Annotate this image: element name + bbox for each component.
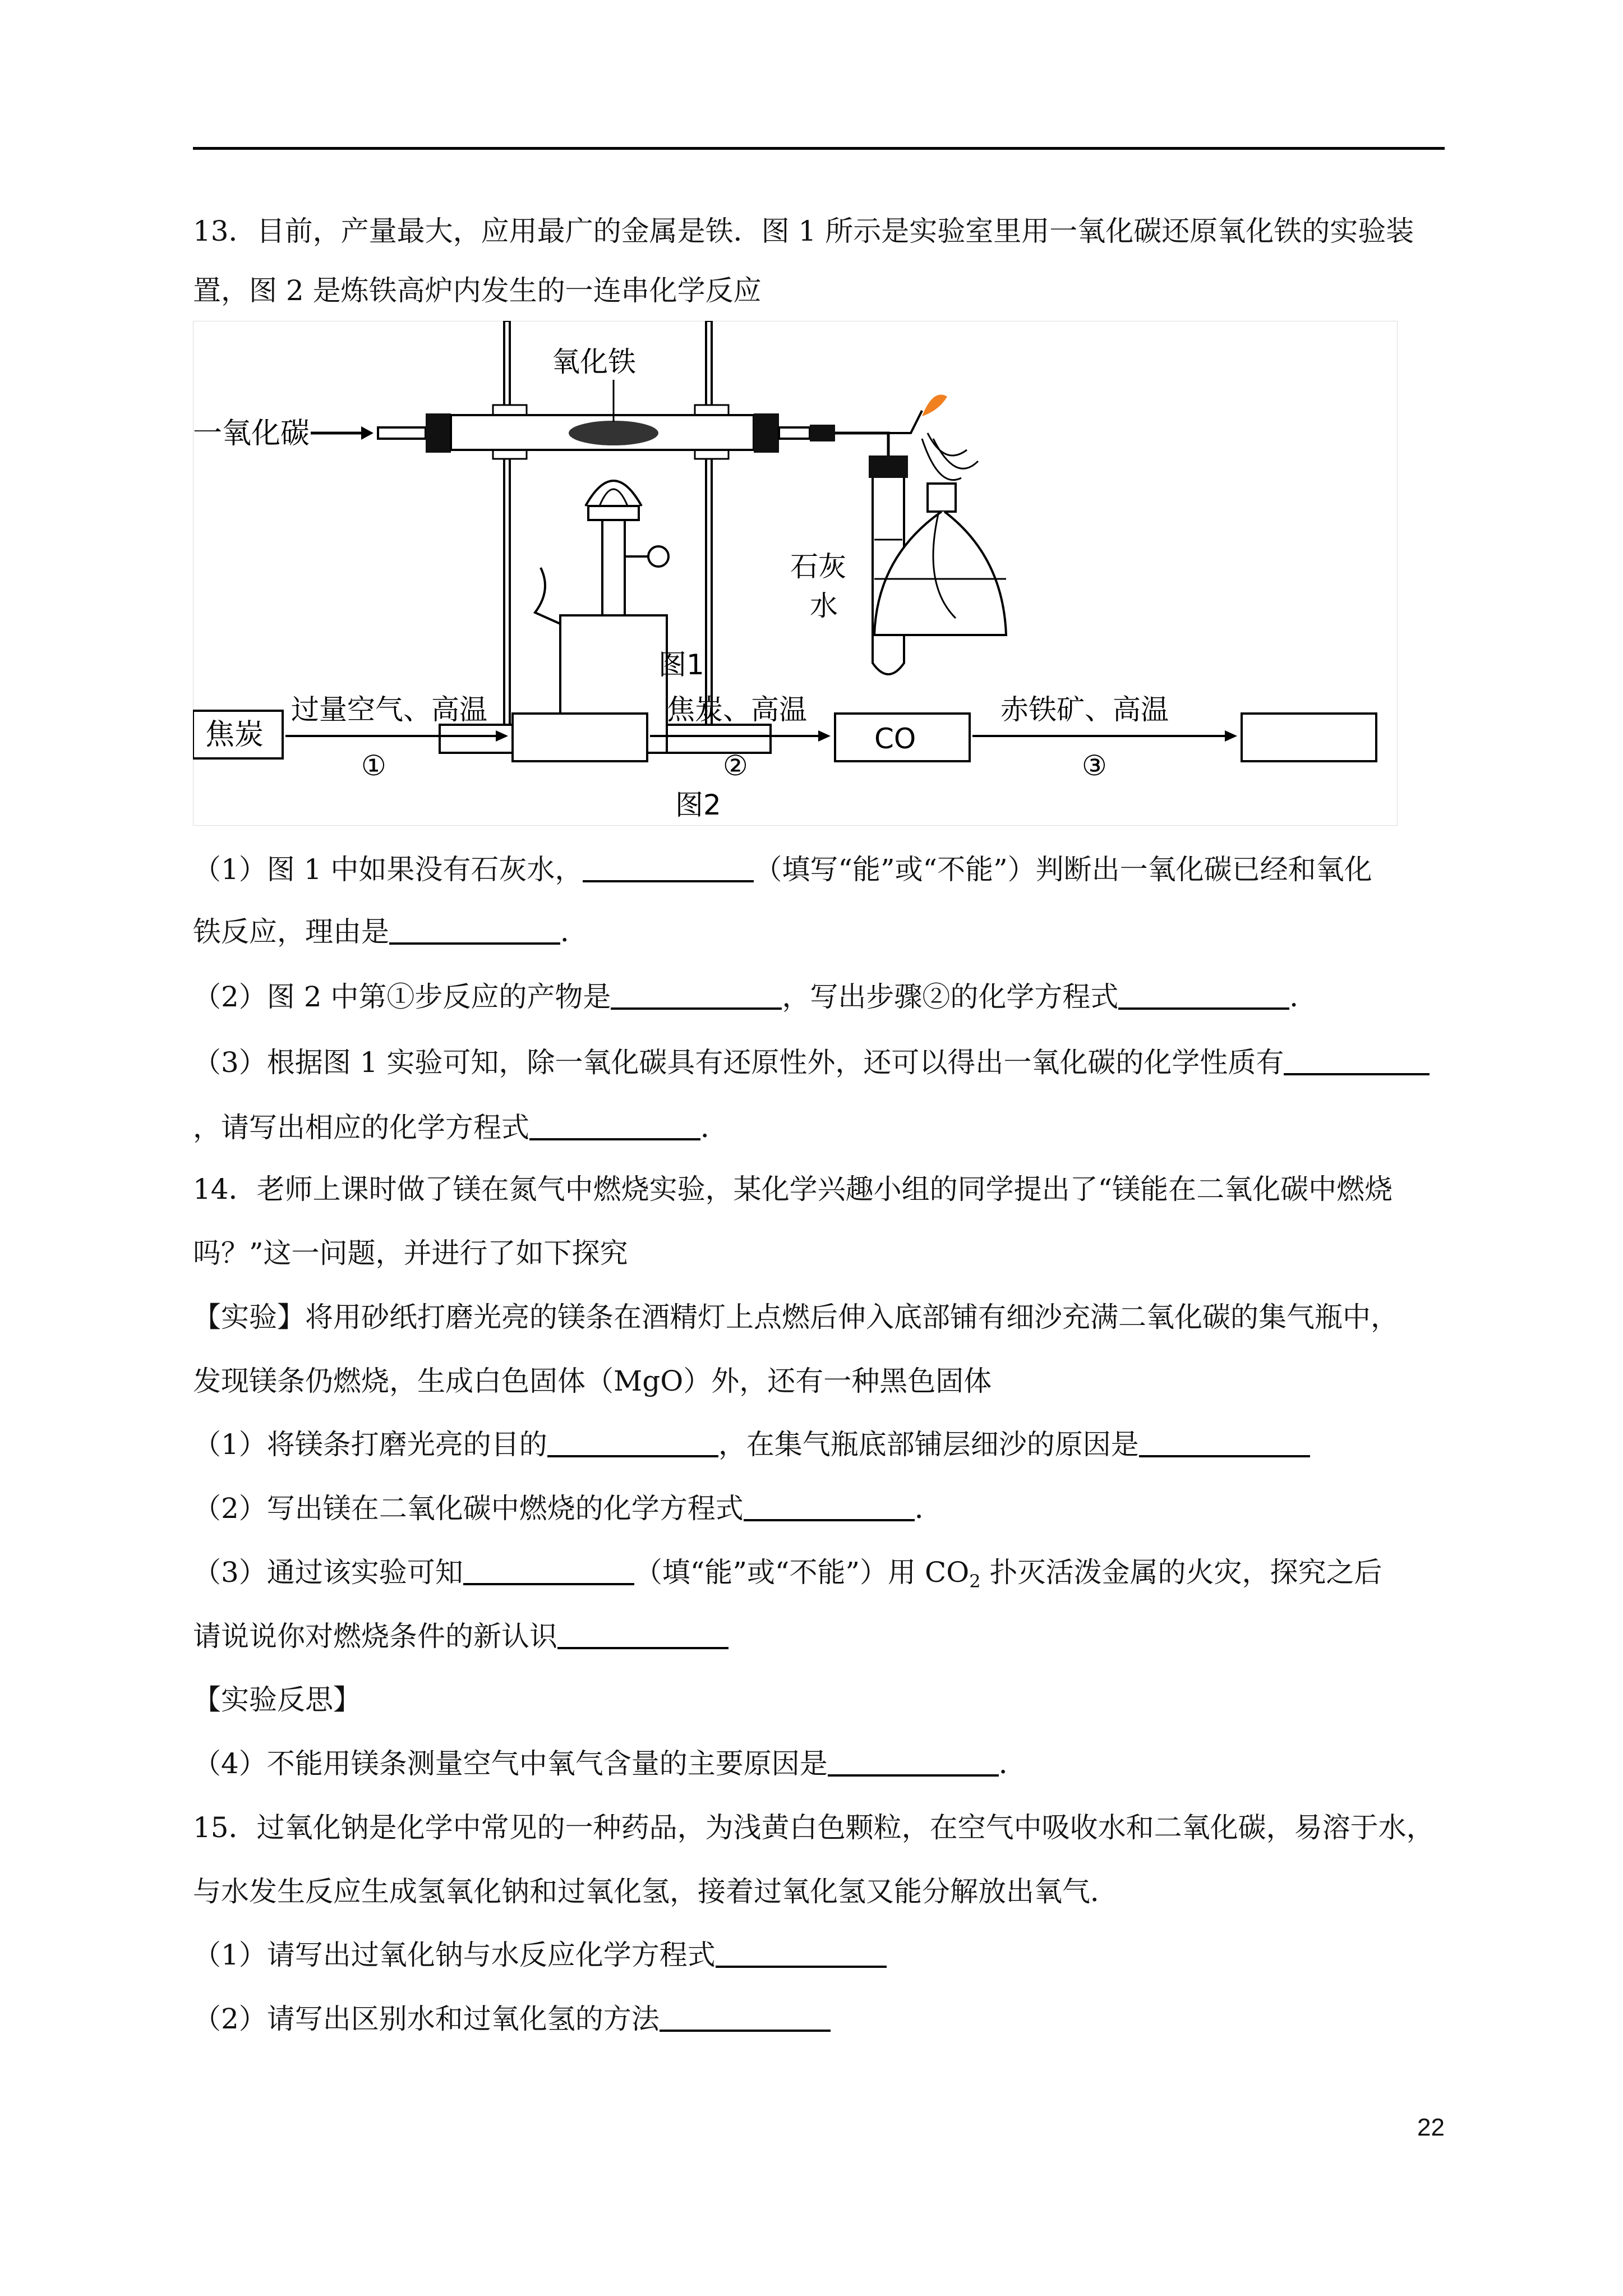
answer-blank[interactable] xyxy=(557,1621,728,1649)
left-stopper xyxy=(426,413,451,453)
q14-part2: （2）写出镁在二氧化碳中燃烧的化学方程式 ． xyxy=(193,1492,943,1525)
iron-oxide-label: 氧化铁 xyxy=(552,346,636,378)
q13-part1-line1: （1）图 1 中如果没有石灰水， （填写“能”或“不能”）判断出一氧化碳已经和氧化 xyxy=(193,853,1372,886)
answer-blank[interactable] xyxy=(660,2004,831,2032)
q14-part1: （1）将镁条打磨光亮的目的 ，在集气瓶底部铺层细沙的原因是 xyxy=(193,1428,1310,1461)
q14-part3-line2: 请说说你对燃烧条件的新认识 xyxy=(193,1619,728,1653)
q14-part4: （4）不能用镁条测量空气中氧气含量的主要原因是 ． xyxy=(193,1747,1027,1780)
q15-line1: 15．过氧化钠是化学中常见的一种药品，为浅黄白色颗粒，在空气中吸收水和二氧化碳，易溶于水， xyxy=(193,1811,1435,1844)
q13-part3-line2: ，请写出相应的化学方程式 ． xyxy=(193,1111,728,1144)
right-stand-base xyxy=(658,725,771,753)
page-number: 22 xyxy=(1417,2114,1445,2141)
q13-part3-line1: （3）根据图 1 实验可知，除一氧化碳具有还原性外，还可以得出一氧化碳的化学性质有 xyxy=(193,1046,1430,1079)
figure1-caption: 图1 xyxy=(658,648,704,681)
q14-experiment-line1: 【实验】将用砂纸打磨光亮的镁条在酒精灯上点燃后伸入底部铺有细沙充满二氧化碳的集气瓶中， xyxy=(193,1301,1399,1333)
answer-blank[interactable] xyxy=(529,1112,700,1140)
experiment-figure xyxy=(193,321,1398,826)
answer-blank[interactable] xyxy=(1139,1429,1310,1457)
q13-line1: 13．目前，产量最大，应用最广的金属是铁．图 1 所示是实验室里用一氧化碳还原氧化铁的实验装 xyxy=(193,215,1414,247)
header-rule xyxy=(193,147,1445,150)
limewater-label-2: 水 xyxy=(810,590,838,622)
right-stand-rod xyxy=(706,321,712,725)
q14-line1: 14．老师上课时做了镁在氮气中燃烧实验，某化学兴趣小组的同学提出了“镁能在二氧化碳中燃烧 xyxy=(193,1173,1393,1205)
q13-part2: （2）图 2 中第①步反应的产物是 ，写出步骤②的化学方程式 ． xyxy=(193,981,1318,1013)
burner-tube xyxy=(602,520,625,615)
answer-blank[interactable] xyxy=(547,1429,718,1457)
answer-blank[interactable] xyxy=(389,917,560,945)
flow-co-label: CO xyxy=(874,723,916,755)
arrow1-label: 过量空气、高温 xyxy=(291,693,487,726)
q14-experiment-line2: 发现镁条仍燃烧，生成白色固体（MgO）外，还有一种黑色固体 xyxy=(193,1365,992,1397)
q15-line2: 与水发生反应生成氢氧化钠和过氧化氢，接着过氧化氢又能分解放出氧气． xyxy=(193,1875,1118,1908)
q15-part2: （2）请写出区别水和过氧化氢的方法 xyxy=(193,2002,831,2036)
test-tube-stopper xyxy=(869,455,908,478)
answer-blank[interactable] xyxy=(463,1557,634,1585)
arrow2-num: ② xyxy=(723,749,748,782)
flow-box-product3 xyxy=(1242,714,1376,761)
q14-line2: 吗？”这一问题，并进行了如下探究 xyxy=(193,1237,628,1269)
limewater-label-1: 石灰 xyxy=(790,550,846,583)
arrow3-label: 赤铁矿、高温 xyxy=(1000,693,1169,726)
answer-blank[interactable] xyxy=(716,1940,887,1968)
left-stand-rod xyxy=(504,321,510,725)
answer-blank[interactable] xyxy=(1118,982,1289,1010)
iron-oxide-sample xyxy=(569,421,658,445)
q13-line2: 置，图 2 是炼铁高炉内发生的一连串化学反应 xyxy=(193,274,762,307)
arrow1-num: ① xyxy=(361,749,386,782)
flow-box-product1 xyxy=(513,714,647,761)
right-stopper xyxy=(754,413,779,453)
q14-reflection-heading: 【实验反思】 xyxy=(193,1683,361,1716)
q13-part1-line2: 铁反应，理由是 ． xyxy=(193,915,588,948)
arrow3-num: ③ xyxy=(1082,749,1107,782)
answer-blank[interactable] xyxy=(828,1749,999,1777)
answer-blank[interactable] xyxy=(611,982,782,1010)
arrow2-label: 焦炭、高温 xyxy=(667,693,807,726)
q15-part1: （1）请写出过氧化钠与水反应化学方程式 xyxy=(193,1938,887,1972)
co-label: 一氧化碳 xyxy=(193,417,310,450)
answer-blank[interactable] xyxy=(1284,1047,1430,1075)
figure2-caption: 图2 xyxy=(675,789,721,821)
answer-blank[interactable] xyxy=(744,1493,915,1521)
flow-start-label: 焦炭 xyxy=(205,718,264,752)
alcohol-lamp-cap xyxy=(928,484,956,512)
q14-part3-line1: （3）通过该实验可知 （填“能”或“不能”）用 $CO_2$ 扑灭活泼金属的火灾，探究之后 xyxy=(193,1556,1382,1592)
answer-blank[interactable] xyxy=(583,854,754,882)
